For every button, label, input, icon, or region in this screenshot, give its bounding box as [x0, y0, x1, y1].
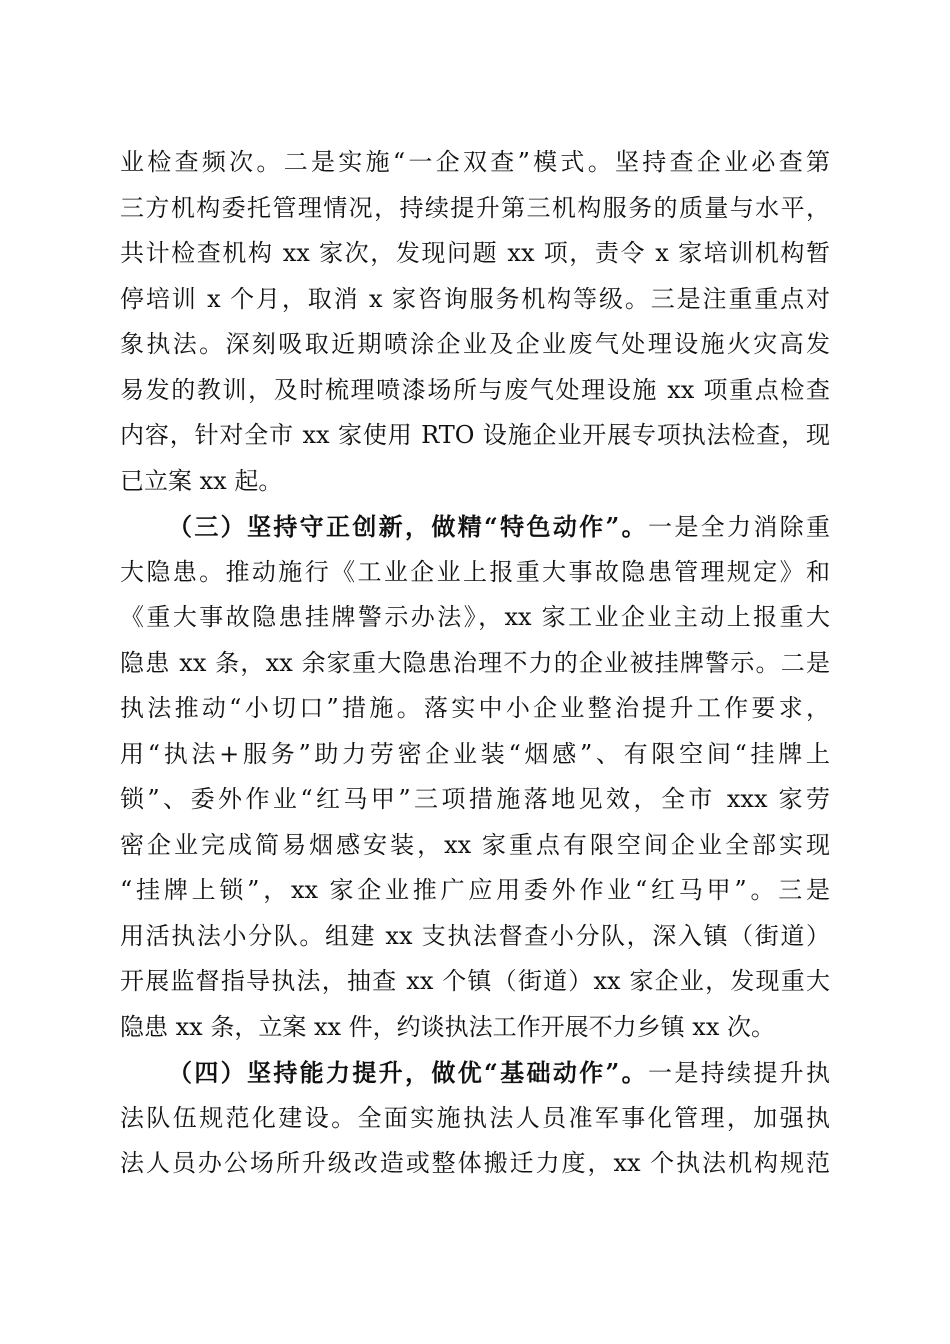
text-line: 开展监督指导执法，抽查 xx 个镇（街道）xx 家企业，发现重大	[120, 967, 830, 995]
document-body	[120, 140, 830, 1187]
text-run: 一是全力消除重	[648, 513, 831, 541]
text-run: 一是持续提升执	[648, 1059, 831, 1087]
text-line: 大隐患。推动施行《工业企业上报重大事故隐患管理规定》和	[120, 557, 830, 586]
text-line: 象执法。深刻吸取近期喷涂企业及企业废气处理设施火灾高发	[120, 330, 830, 358]
text-line: 执法推动“小切口”措施。落实中小企业整治提升工作要求，	[120, 694, 830, 722]
paragraph-first-line	[120, 504, 830, 550]
text-line: 锁”、委外作业“红马甲”三项措施落地见效，全市 xxx 家劳	[120, 785, 830, 813]
text-line: 隐患 xx 条，xx 余家重大隐患治理不力的企业被挂牌警示。二是	[120, 648, 830, 677]
section-heading: （三）坚持守正创新，做精“特色动作”。	[168, 512, 648, 541]
paragraph-2	[120, 504, 830, 1050]
text-line: 三方机构委托管理情况，持续提升第三机构服务的质量与水平，	[120, 193, 830, 222]
text-line: 业检查频次。二是实施“一企双查”模式。坚持查企业必查第	[120, 148, 830, 176]
section-heading: （四）坚持能力提升，做优“基础动作”。	[168, 1058, 648, 1087]
text-line: 法队伍规范化建设。全面实施执法人员准军事化管理，加强执	[120, 1103, 830, 1132]
text-line: “挂牌上锁”，xx 家企业推广应用委外作业“红马甲”。三是	[120, 876, 830, 904]
text-line: 易发的教训，及时梳理喷漆场所与废气处理设施 xx 项重点检查	[120, 375, 830, 404]
text-line: 隐患 xx 条，立案 xx 件，约谈执法工作开展不力乡镇 xx 次。	[120, 1012, 775, 1041]
text-line: 用活执法小分队。组建 xx 支执法督查小分队，深入镇（街道）	[120, 921, 830, 950]
text-line: 共计检查机构 xx 家次，发现问题 xx 项，责令 x 家培训机构暂	[120, 239, 830, 267]
text-line: 已立案 xx 起。	[120, 466, 283, 495]
text-line: 用“执法+服务”助力劳密企业装“烟感”、有限空间“挂牌上	[120, 739, 830, 768]
text-line: 《重大事故隐患挂牌警示办法》，xx 家工业企业主动上报重大	[120, 603, 830, 631]
text-line: 法人员办公场所升级改造或整体搬迁力度，xx 个执法机构规范	[120, 1149, 830, 1177]
paragraph-3	[120, 1050, 830, 1187]
text-line: 停培训 x 个月，取消 x 家咨询服务机构等级。三是注重重点对	[120, 284, 830, 313]
text-line: 内容，针对全市 xx 家使用 RTO 设施企业开展专项执法检查，现	[120, 421, 830, 449]
text-line: 密企业完成简易烟感安装，xx 家重点有限空间企业全部实现	[120, 830, 830, 859]
paragraph-1	[120, 140, 830, 504]
paragraph-first-line	[120, 1050, 830, 1096]
